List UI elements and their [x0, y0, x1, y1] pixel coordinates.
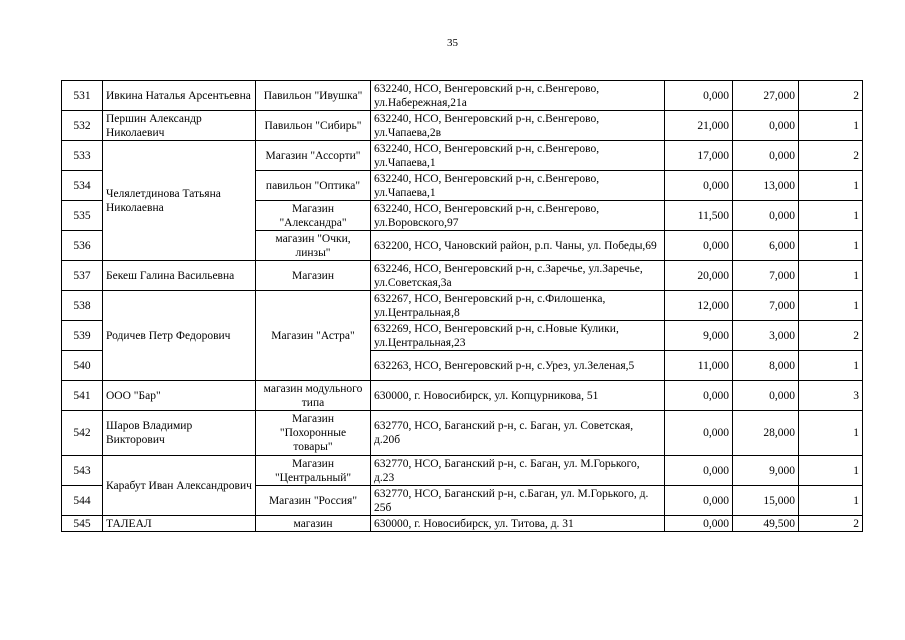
address-cell: 630000, г. Новосибирск, ул. Титова, д. 31 — [371, 516, 665, 532]
address-cell: 632770, НСО, Баганский р-н, с. Баган, ул. М.Горького, д.23 — [371, 456, 665, 486]
object-cell: Магазин "Похоронные товары" — [256, 411, 371, 456]
value-2-cell: 49,500 — [733, 516, 799, 532]
table-row — [62, 516, 863, 532]
object-cell: магазин "Очки, линзы" — [256, 231, 371, 261]
value-3-cell: 2 — [799, 516, 863, 532]
registry-table — [61, 80, 863, 532]
owner-cell: Першин Александр Николаевич — [103, 111, 256, 141]
row-number: 537 — [62, 261, 103, 291]
address-cell: 632267, НСО, Венгеровский р-н, с.Филошенка, ул.Центральная,8 — [371, 291, 665, 321]
value-1-cell: 0,000 — [665, 171, 733, 201]
table-row — [62, 381, 863, 411]
row-number: 536 — [62, 231, 103, 261]
object-cell: Магазин "Центральный" — [256, 456, 371, 486]
row-number: 535 — [62, 201, 103, 231]
table-row — [62, 111, 863, 141]
row-number: 541 — [62, 381, 103, 411]
value-1-cell: 0,000 — [665, 381, 733, 411]
page-number: 35 — [447, 37, 458, 49]
table-row — [62, 456, 863, 486]
owner-cell: Ивкина Наталья Арсентьевна — [103, 81, 256, 111]
owner-cell: Шаров Владимир Викторович — [103, 411, 256, 456]
value-3-cell: 1 — [799, 231, 863, 261]
row-number: 545 — [62, 516, 103, 532]
table-row — [62, 261, 863, 291]
value-3-cell: 1 — [799, 456, 863, 486]
object-cell: магазин модульного типа — [256, 381, 371, 411]
address-cell: 630000, г. Новосибирск, ул. Копцурникова, 51 — [371, 381, 665, 411]
value-1-cell: 11,000 — [665, 351, 733, 381]
value-3-cell: 1 — [799, 261, 863, 291]
value-3-cell: 2 — [799, 321, 863, 351]
value-3-cell: 1 — [799, 411, 863, 456]
address-cell: 632269, НСО, Венгеровский р-н, с.Новые Кулики, ул.Центральная,23 — [371, 321, 665, 351]
row-number: 539 — [62, 321, 103, 351]
row-number: 531 — [62, 81, 103, 111]
row-number: 538 — [62, 291, 103, 321]
object-cell: магазин — [256, 516, 371, 532]
row-number: 544 — [62, 486, 103, 516]
row-number: 532 — [62, 111, 103, 141]
row-number: 533 — [62, 141, 103, 171]
value-2-cell: 7,000 — [733, 291, 799, 321]
value-2-cell: 15,000 — [733, 486, 799, 516]
row-number: 543 — [62, 456, 103, 486]
value-2-cell: 8,000 — [733, 351, 799, 381]
owner-cell: Карабут Иван Александрович — [103, 456, 256, 516]
value-3-cell: 1 — [799, 351, 863, 381]
address-cell: 632240, НСО, Венгеровский р-н, с.Венгерово, ул.Чапаева,1 — [371, 171, 665, 201]
address-cell: 632246, НСО, Венгеровский р-н, с.Заречье, ул.Заречье, ул.Советская,3а — [371, 261, 665, 291]
address-cell: 632770, НСО, Баганский р-н, с. Баган, ул. Советская, д.20б — [371, 411, 665, 456]
value-2-cell: 6,000 — [733, 231, 799, 261]
value-2-cell: 0,000 — [733, 381, 799, 411]
address-cell: 632240, НСО, Венгеровский р-н, с.Венгерово, ул.Чапаева,2в — [371, 111, 665, 141]
owner-cell: ООО "Бар" — [103, 381, 256, 411]
value-2-cell: 3,000 — [733, 321, 799, 351]
address-cell: 632200, НСО, Чановский район, р.п. Чаны, ул. Победы,69 — [371, 231, 665, 261]
value-2-cell: 28,000 — [733, 411, 799, 456]
value-3-cell: 1 — [799, 111, 863, 141]
table-row — [62, 141, 863, 171]
owner-cell: Бекеш Галина Васильевна — [103, 261, 256, 291]
value-3-cell: 1 — [799, 201, 863, 231]
row-number: 542 — [62, 411, 103, 456]
value-3-cell: 2 — [799, 81, 863, 111]
value-1-cell: 21,000 — [665, 111, 733, 141]
object-cell: Магазин "Астра" — [256, 291, 371, 381]
value-2-cell: 0,000 — [733, 111, 799, 141]
value-1-cell: 0,000 — [665, 456, 733, 486]
address-cell: 632240, НСО, Венгеровский р-н, с.Венгерово, ул.Чапаева,1 — [371, 141, 665, 171]
value-1-cell: 9,000 — [665, 321, 733, 351]
value-1-cell: 20,000 — [665, 261, 733, 291]
object-cell: Магазин — [256, 261, 371, 291]
address-cell: 632240, НСО, Венгеровский р-н, с.Венгерово, ул.Набережная,21а — [371, 81, 665, 111]
value-3-cell: 2 — [799, 141, 863, 171]
owner-cell: Родичев Петр Федорович — [103, 291, 256, 381]
table-row — [62, 81, 863, 111]
value-1-cell: 12,000 — [665, 291, 733, 321]
value-1-cell: 0,000 — [665, 81, 733, 111]
owner-cell: Челялетдинова Татьяна Николаевна — [103, 141, 256, 261]
value-1-cell: 17,000 — [665, 141, 733, 171]
object-cell: Павильон "Сибирь" — [256, 111, 371, 141]
object-cell: Павильон "Ивушка" — [256, 81, 371, 111]
address-cell: 632240, НСО, Венгеровский р-н, с.Венгерово, ул.Воровского,97 — [371, 201, 665, 231]
value-3-cell: 1 — [799, 486, 863, 516]
owner-cell: ТАЛЕАЛ — [103, 516, 256, 532]
object-cell: Магазин "Ассорти" — [256, 141, 371, 171]
row-number: 540 — [62, 351, 103, 381]
value-2-cell: 0,000 — [733, 201, 799, 231]
value-2-cell: 9,000 — [733, 456, 799, 486]
table-row — [62, 411, 863, 456]
value-3-cell: 3 — [799, 381, 863, 411]
value-2-cell: 0,000 — [733, 141, 799, 171]
address-cell: 632770, НСО, Баганский р-н, с.Баган, ул. М.Горького, д. 25б — [371, 486, 665, 516]
value-2-cell: 13,000 — [733, 171, 799, 201]
table-row — [62, 291, 863, 321]
value-2-cell: 7,000 — [733, 261, 799, 291]
value-1-cell: 0,000 — [665, 411, 733, 456]
address-cell: 632263, НСО, Венгеровский р-н, с.Урез, ул.Зеленая,5 — [371, 351, 665, 381]
object-cell: Магазин "Россия" — [256, 486, 371, 516]
value-3-cell: 1 — [799, 291, 863, 321]
row-number: 534 — [62, 171, 103, 201]
value-3-cell: 1 — [799, 171, 863, 201]
value-1-cell: 0,000 — [665, 486, 733, 516]
value-1-cell: 11,500 — [665, 201, 733, 231]
object-cell: Магазин "Александра" — [256, 201, 371, 231]
value-1-cell: 0,000 — [665, 231, 733, 261]
value-1-cell: 0,000 — [665, 516, 733, 532]
object-cell: павильон "Оптика" — [256, 171, 371, 201]
value-2-cell: 27,000 — [733, 81, 799, 111]
